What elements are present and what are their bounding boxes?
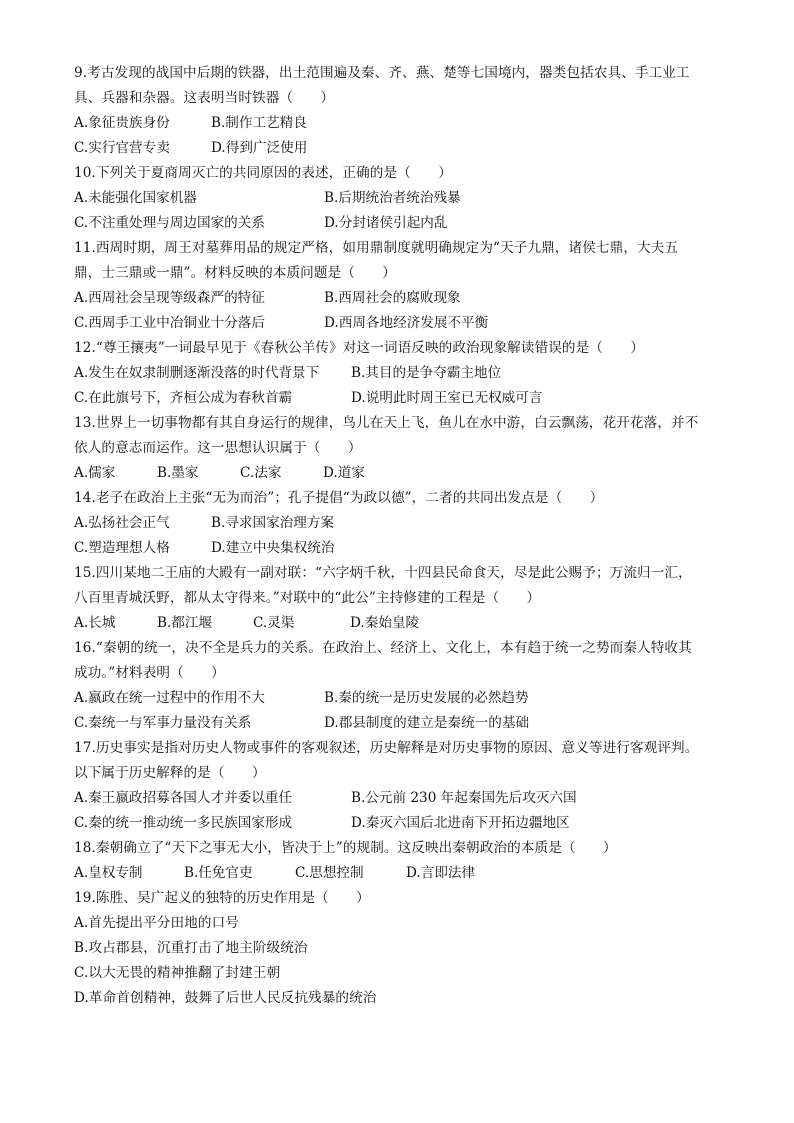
option-b[interactable]: B.西周社会的腐败现象: [324, 290, 461, 306]
option-c[interactable]: C.不注重处理与周边国家的关系: [74, 215, 265, 231]
option-a[interactable]: A.发生在奴隶制删逐渐没落的时代背景下: [74, 365, 320, 381]
option-c[interactable]: C.法家: [240, 465, 282, 481]
option-c[interactable]: C.塑造理想人格: [74, 540, 170, 556]
option-b[interactable]: B.任免官吏: [184, 865, 253, 881]
option-a[interactable]: A.象征贵族身份: [74, 115, 170, 131]
option-d[interactable]: D.得到广泛使用: [211, 140, 308, 156]
option-a[interactable]: A.首先提出平分田地的口号: [74, 915, 239, 931]
option-d[interactable]: D.秦始皇陵: [350, 615, 420, 631]
option-c[interactable]: C.以大无畏的精神推翻了封建王朝: [74, 965, 281, 981]
option-d[interactable]: D.言即法律: [406, 865, 476, 881]
option-a[interactable]: A.秦王嬴政招募各国人才并委以重任: [74, 790, 293, 806]
question-11-stem-line-2: 鼎，士三鼎或一鼎”。材料反映的本质问题是（ ）: [74, 265, 397, 281]
question-9-stem-line-2: 具、兵器和杂器。这表明当时铁器（ ）: [74, 90, 335, 106]
option-a[interactable]: A.西周社会呈现等级森严的特征: [74, 290, 265, 306]
question-16-stem-line-2: 成功。”材料表明（ ）: [74, 665, 225, 681]
option-a[interactable]: A.弘扬社会正气: [74, 515, 170, 531]
option-b[interactable]: B.秦的统一是历史发展的必然趋势: [324, 690, 529, 706]
option-c[interactable]: C.秦的统一推动统一多民族国家形成: [74, 815, 293, 831]
option-b[interactable]: B.墨家: [157, 465, 199, 481]
option-d[interactable]: D.说明此时周王室已无权威可言: [351, 390, 543, 406]
option-c[interactable]: C.西周手工业中冶铜业十分落后: [74, 315, 265, 331]
question-10-stem: 10.下列关于夏商周灭亡的共同原因的表述，正确的是（ ）: [74, 165, 452, 181]
option-d[interactable]: D.革命首创精神，鼓舞了后世人民反抗残暴的统治: [74, 990, 377, 1006]
question-17-stem-line-1: 17.历史事实是指对历史人物或事件的客观叙述，历史解释是对历史事物的原因、意义等进行客观评判。: [74, 740, 699, 756]
option-a[interactable]: A.未能强化国家机器: [74, 190, 197, 206]
question-12-stem: 12.“尊王攘夷”一词最早见于《春秋公羊传》对这一词语反映的政治现象解读错误的是（ ）: [74, 340, 645, 356]
option-d[interactable]: D.道家: [323, 465, 365, 481]
option-d[interactable]: D.分封诸侯引起内乱: [324, 215, 448, 231]
option-c[interactable]: C.思想控制: [295, 865, 364, 881]
question-13-stem-line-1: 13.世界上一切事物都有其自身运行的规律，鸟儿在天上飞，鱼儿在水中游，白云飘荡，花开花落，并不: [74, 415, 699, 431]
question-19-stem: 19.陈胜、吴广起义的独特的历史作用是（ ）: [74, 890, 370, 906]
question-17-stem-line-2: 以下属于历史解释的是（ ）: [74, 765, 266, 781]
option-c[interactable]: C.在此旗号下，齐桓公成为春秋首霸: [74, 390, 293, 406]
option-d[interactable]: D.郡县制度的建立是秦统一的基础: [324, 715, 530, 731]
option-b[interactable]: B.寻求国家治理方案: [211, 515, 335, 531]
option-b[interactable]: B.后期统治者统治残暴: [324, 190, 461, 206]
option-d[interactable]: D.建立中央集权统治: [211, 540, 335, 556]
option-d[interactable]: D.西周各地经济发展不平衡: [324, 315, 489, 331]
option-b[interactable]: B.攻占郡县，沉重打击了地主阶级统治: [74, 940, 308, 956]
option-d[interactable]: D.秦灭六国后北进南下开拓边疆地区: [351, 815, 570, 831]
option-a[interactable]: A.皇权专制: [74, 865, 143, 881]
question-18-stem: 18.秦朝确立了“天下之事无大小，皆决于上”的规制。这反映出秦朝政治的本质是（ ）: [74, 840, 617, 856]
option-a[interactable]: A.嬴政在统一过程中的作用不大: [74, 690, 265, 706]
question-11-stem-line-1: 11.西周时期，周王对墓葬用品的规定严格，如用鼎制度就明确规定为“天子九鼎，诸侯七鼎，大夫五: [74, 240, 679, 256]
question-15-stem-line-1: 15.四川某地二王庙的大殿有一副对联：“六字炳千秋，十四县民命食天，尽是此公赐予；万流归一汇，: [74, 565, 692, 581]
option-b[interactable]: B.都江堰: [157, 615, 213, 631]
question-14-stem: 14.老子在政治上主张“无为而治”；孔子提倡“为政以德”，二者的共同出发点是（ ）: [74, 490, 604, 506]
option-c[interactable]: C.灵渠: [253, 615, 295, 631]
question-15-stem-line-2: 八百里青城沃野，都从太守得来。”对联中的“此公”主持修建的工程是（ ）: [74, 590, 541, 606]
option-b[interactable]: B.制作工艺精良: [211, 115, 307, 131]
option-b[interactable]: B.公元前 230 年起秦国先后攻灭六国: [351, 790, 577, 806]
option-c[interactable]: C.秦统一与军事力量没有关系: [74, 715, 252, 731]
question-16-stem-line-1: 16.“秦朝的统一，决不全是兵力的关系。在政治上、经济上、文化上，本有趋于统一之势而秦人特收其: [74, 640, 692, 656]
option-a[interactable]: A.儒家: [74, 465, 116, 481]
option-b[interactable]: B.其目的是争夺霸主地位: [351, 365, 502, 381]
question-9-stem-line-1: 9.考古发现的战国中后期的铁器，出土范围遍及秦、齐、燕、楚等七国境内，器类包括农具、手工业工: [74, 65, 690, 81]
option-a[interactable]: A.长城: [74, 615, 116, 631]
question-13-stem-line-2: 依人的意志而运作。这一思想认识属于（ ）: [74, 440, 362, 456]
option-c[interactable]: C.实行官营专卖: [74, 140, 170, 156]
